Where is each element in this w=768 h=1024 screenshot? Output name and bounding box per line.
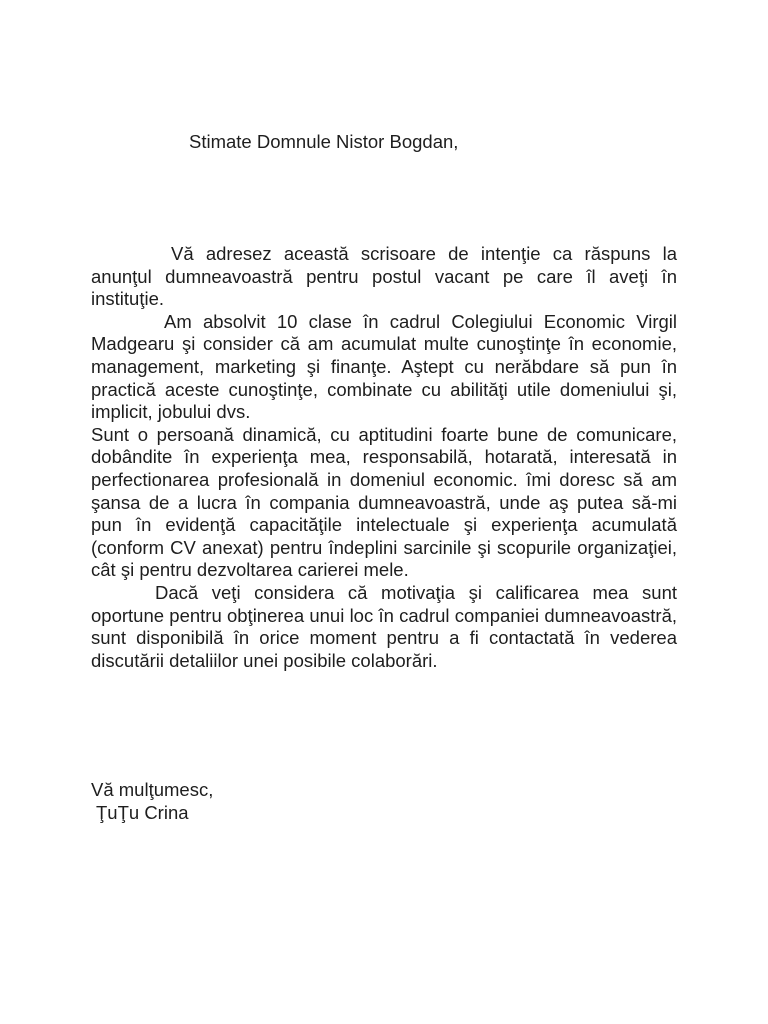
closing-block	[91, 778, 213, 824]
closing-phrase: Vă mulţumesc,	[91, 779, 214, 800]
letter-body	[91, 243, 677, 672]
salutation: Stimate Domnule Nistor Bogdan,	[189, 131, 459, 152]
paragraph-education: Am absolvit 10 clase în cadrul Colegiului Economic Virgil Madgearu şi consider că am acumulat multe cunoştinţe în economie, management, marketing şi finanţe. Aştept cu nerăbdare să pun în practică aceste cunoştinţe, combinate cu abilităţi utile domeniului şi, implicit, jobului dvs.	[91, 310, 677, 423]
paragraph-profile: Sunt o persoană dinamică, cu aptitudini foarte bune de comunicare, dobândite în experienţa mea, responsabilă, hotarată, interesată in perfectionarea profesională in domeniul economic. îmi doresc să am şansa de a lucra în compania dumneavoastră, unde aş putea să-mi pun în evidenţă capacităţile intelectuale şi experienţa acumulată (conform CV anexat) pentru îndeplini sarcinile şi scopurile organizaţiei, cât şi pentru dezvoltarea carierei mele.	[91, 423, 677, 581]
paragraph-intro: Vă adresez această scrisoare de intenţie ca răspuns la anunţul dumneavoastră pentru postul vacant pe care îl aveţi în instituţie.	[91, 243, 677, 310]
signature-name: ŢuŢu Crina	[96, 802, 189, 823]
paragraph-availability: Dacă veţi considera că motivaţia şi calificarea mea sunt oportune pentru obţinerea unui loc în cadrul companiei dumneavoastră, sunt disponibilă în orice moment pentru a fi contactată în vederea discutării detaliilor unei posibile colaborări.	[91, 581, 677, 671]
